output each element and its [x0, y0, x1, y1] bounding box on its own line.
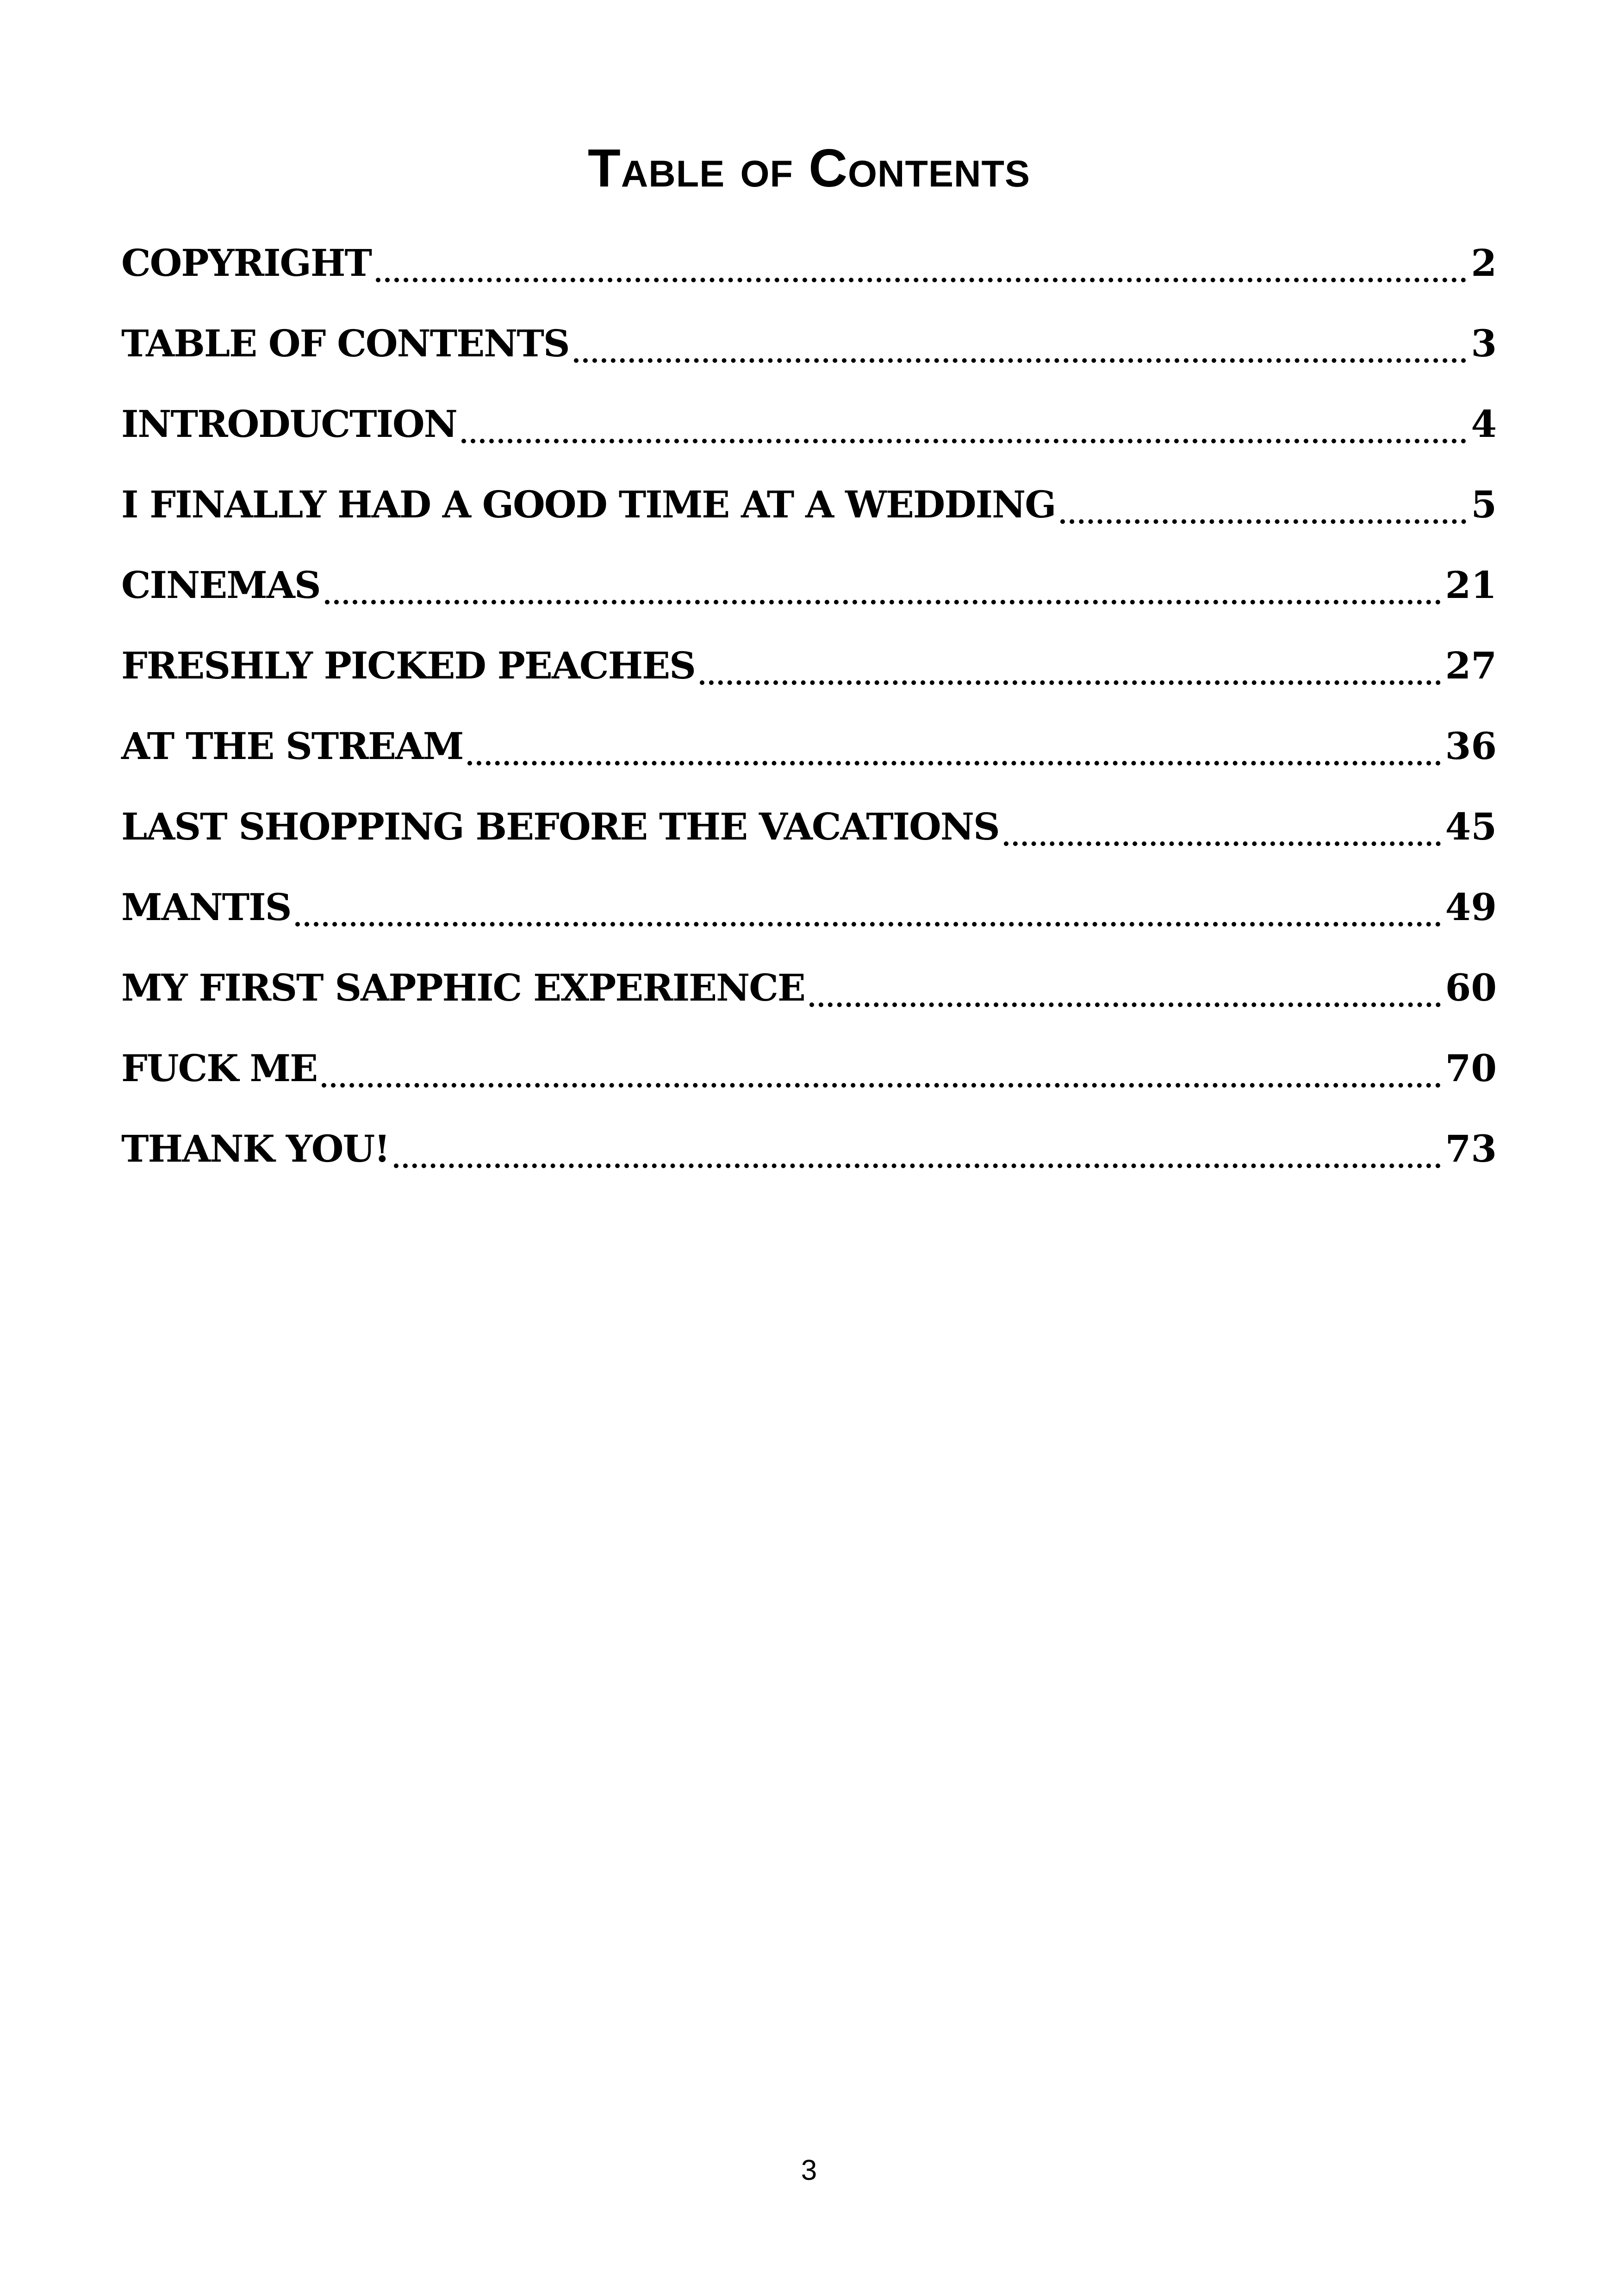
toc-entry-page: 21: [1445, 563, 1497, 607]
dot-leader: [809, 999, 1441, 1007]
toc-entry-table-of-contents[interactable]: [121, 306, 1497, 387]
toc-entry-label: CINEMAS: [121, 563, 320, 607]
toc-entry-label: TABLE OF CONTENTS: [121, 322, 569, 365]
toc-entry-label: MY FIRST SAPPHIC EXPERIENCE: [121, 966, 805, 1009]
toc-entry-stream[interactable]: [121, 709, 1497, 790]
toc-entry-page: 70: [1445, 1046, 1497, 1090]
toc-entry-peaches[interactable]: [121, 628, 1497, 709]
dot-leader: [325, 596, 1441, 604]
dot-leader: [1060, 516, 1467, 524]
toc-entry-label: THANK YOU!: [121, 1127, 390, 1170]
toc-entry-label: INTRODUCTION: [121, 402, 457, 446]
toc-entry-introduction[interactable]: [121, 387, 1497, 467]
toc-entry-page: 73: [1445, 1127, 1497, 1170]
dot-leader: [467, 757, 1440, 765]
toc-entry-label: I FINALLY HAD A GOOD TIME AT A WEDDING: [121, 483, 1056, 526]
dot-leader: [394, 1160, 1440, 1168]
toc-entry-label: FUCK ME: [121, 1046, 317, 1090]
toc-entry-label: MANTIS: [121, 885, 291, 929]
toc-entry-page: 2: [1471, 241, 1497, 285]
toc-entry-page: 27: [1445, 644, 1497, 687]
toc-entry-mantis[interactable]: [121, 870, 1497, 951]
dot-leader: [574, 355, 1467, 363]
toc-entry-thank-you[interactable]: [121, 1112, 1497, 1192]
page-title: Table of Contents: [587, 137, 1031, 198]
toc-entry-shopping[interactable]: [121, 790, 1497, 870]
dot-leader: [376, 274, 1466, 282]
dot-leader: [700, 677, 1441, 685]
table-of-contents: [121, 226, 1497, 1192]
dot-leader: [295, 918, 1440, 927]
toc-entry-label: COPYRIGHT: [121, 241, 371, 285]
toc-entry-page: 36: [1445, 724, 1497, 768]
toc-entry-page: 60: [1445, 966, 1497, 1009]
toc-entry-page: 49: [1445, 885, 1497, 929]
toc-entry-page: 45: [1445, 805, 1497, 848]
toc-entry-wedding[interactable]: [121, 467, 1497, 548]
dot-leader: [322, 1079, 1441, 1088]
toc-entry-page: 5: [1471, 483, 1497, 526]
toc-entry-cinemas[interactable]: [121, 548, 1497, 628]
toc-entry-page: 3: [1471, 322, 1497, 365]
toc-entry-fuck-me[interactable]: [121, 1031, 1497, 1112]
toc-entry-page: 4: [1471, 402, 1497, 446]
toc-entry-sapphic[interactable]: [121, 951, 1497, 1031]
page-number: 3: [801, 2154, 817, 2186]
toc-entry-label: FRESHLY PICKED PEACHES: [121, 644, 695, 687]
toc-entry-copyright[interactable]: [121, 226, 1497, 306]
toc-entry-label: AT THE STREAM: [121, 724, 463, 768]
toc-entry-label: LAST SHOPPING BEFORE THE VACATIONS: [121, 805, 999, 848]
dot-leader: [461, 435, 1467, 443]
dot-leader: [1004, 838, 1441, 846]
